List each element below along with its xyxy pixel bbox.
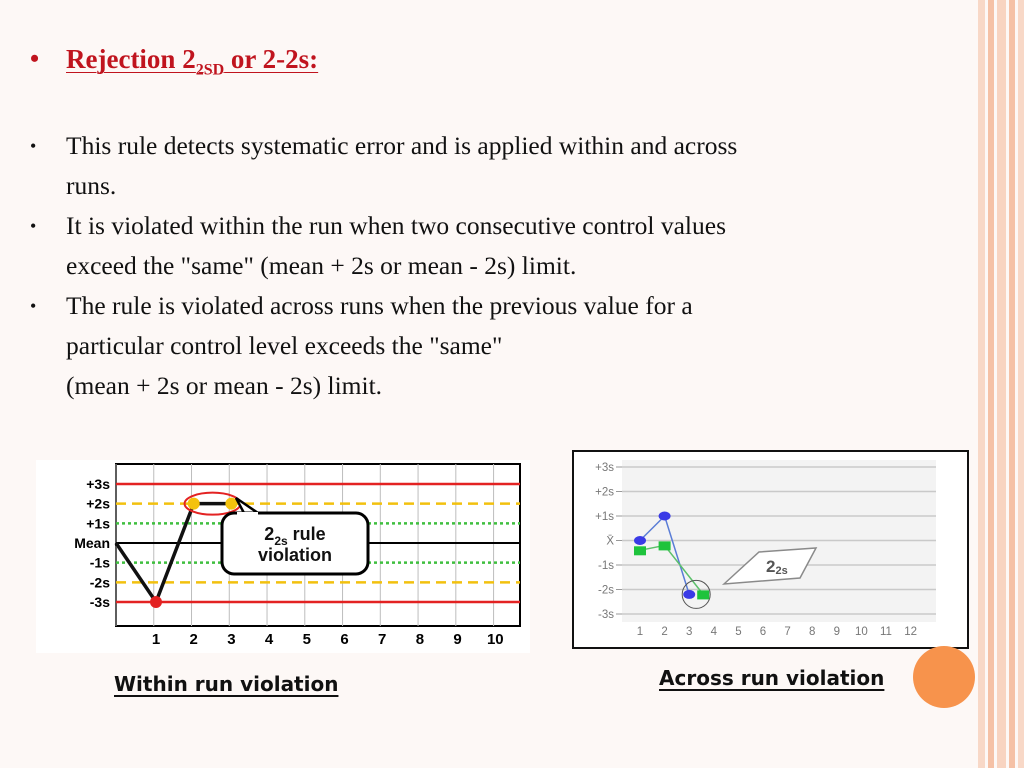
bullet-line: It is violated within the run when two consecutive control values: [66, 211, 727, 240]
bullet-item: [30, 286, 970, 406]
bullet-line: The rule is violated across runs when the previous value for a: [66, 291, 693, 320]
heading-bullet: •: [30, 44, 40, 73]
across-run-chart-svg: [574, 452, 967, 647]
data-point: [150, 596, 162, 608]
data-point-green: [659, 541, 671, 550]
decor-stripe: [1018, 0, 1024, 768]
heading-prefix: Rejection 2: [66, 44, 196, 74]
y-tick-label: +2s: [86, 495, 110, 512]
y-tick-label: -2s: [89, 574, 110, 591]
callout-line2: violation: [257, 545, 333, 565]
x-tick-label: 7: [378, 631, 387, 648]
x-tick-label: 4: [264, 631, 274, 648]
x-tick-label: 6: [340, 631, 349, 648]
data-point-blue: [659, 512, 671, 521]
y-tick-label: -1s: [89, 554, 110, 571]
x-tick-label: 10: [486, 631, 504, 648]
x-tick-label: 6: [759, 626, 767, 638]
x-tick-label: 12: [904, 626, 917, 638]
callout-subscript: 2s: [775, 565, 788, 577]
decor-stripe: [1009, 0, 1015, 768]
x-tick-label: 2: [189, 631, 198, 648]
data-point-green: [697, 590, 709, 599]
within-run-caption: Within run violation: [114, 672, 339, 696]
bullet-dot: •: [30, 216, 37, 236]
x-tick-label: 8: [808, 626, 816, 638]
bullet-dot: •: [30, 296, 37, 316]
heading-text: [66, 44, 318, 79]
x-tick-label: 9: [833, 626, 841, 638]
y-tick-label: +3s: [86, 476, 110, 492]
y-tick-label: X̄: [606, 535, 614, 548]
x-tick-label: 2: [661, 626, 668, 638]
bullet-line: particular control level exceeds the "same": [66, 331, 503, 360]
data-point-blue: [634, 536, 646, 545]
y-tick-label: -1s: [598, 560, 614, 572]
x-tick-label: 11: [880, 626, 892, 638]
y-tick-label: +2s: [595, 486, 614, 499]
x-tick-label: 5: [302, 631, 311, 648]
x-tick-label: 1: [636, 626, 644, 638]
bullet-line: runs.: [66, 171, 117, 200]
data-point-blue: [683, 590, 695, 599]
callout-main: 2: [264, 524, 275, 544]
y-tick-label: +1s: [86, 515, 110, 532]
y-tick-label: +3s: [595, 462, 614, 474]
bullet-item: [30, 206, 970, 286]
x-tick-label: 8: [415, 631, 425, 648]
x-tick-label: 5: [735, 626, 742, 638]
across-run-caption: Across run violation: [659, 666, 885, 690]
within-run-chart: [36, 460, 530, 653]
y-tick-label: -2s: [598, 584, 614, 597]
x-tick-label: 7: [784, 626, 791, 638]
x-tick-label: 9: [453, 631, 462, 648]
x-tick-label: 3: [685, 626, 693, 638]
data-point-green: [634, 546, 646, 555]
y-tick-label: Mean: [74, 535, 110, 551]
bullet-item: [30, 126, 970, 206]
heading-suffix: or 2-2s:: [224, 44, 319, 74]
bullet-list: [30, 126, 970, 406]
x-tick-label: 10: [855, 626, 868, 638]
y-tick-label: -3s: [89, 594, 110, 610]
x-tick-label: 1: [151, 631, 161, 648]
callout-subscript: 2s: [274, 534, 288, 548]
bullet-line: exceed the "same" (mean + 2s or mean - 2s) limit.: [66, 251, 577, 280]
bullet-line: This rule detects systematic error and is applied within and across: [66, 131, 738, 160]
callout-tail: rule: [287, 524, 326, 544]
y-tick-label: +1s: [595, 511, 614, 523]
x-tick-label: 4: [710, 626, 718, 638]
data-point: [188, 498, 200, 510]
x-tick-label: 3: [227, 631, 236, 648]
decor-stripe: [988, 0, 994, 768]
bullet-line: (mean + 2s or mean - 2s) limit.: [66, 371, 383, 400]
y-tick-label: -3s: [598, 609, 614, 621]
decor-stripe: [997, 0, 1006, 768]
within-run-chart-svg: [36, 460, 530, 653]
callout-main: 2: [766, 557, 776, 576]
heading-subscript: 2SD: [195, 61, 225, 79]
across-run-chart: [572, 450, 969, 649]
bullet-dot: •: [30, 136, 37, 156]
accent-circle: [913, 646, 975, 708]
